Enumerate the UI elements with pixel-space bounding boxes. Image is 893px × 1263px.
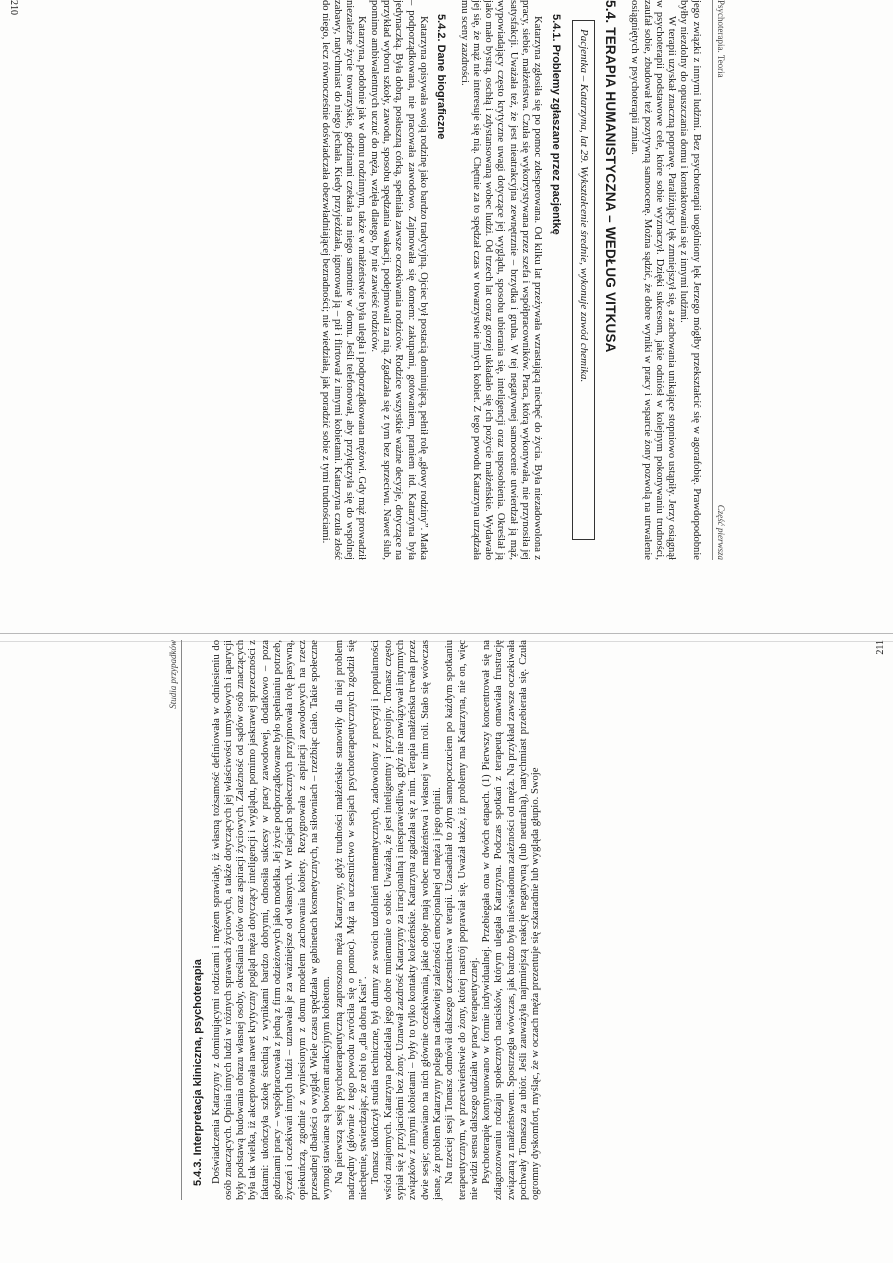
subsection-title: 5.4.2. Dane biograficzne [434, 14, 447, 140]
page-number: 210 [7, 0, 19, 15]
header-part: Część pierwsza [715, 504, 726, 560]
subsection-title: 5.4.1. Problemy zgłaszane przez pacjentkę [549, 14, 562, 235]
patient-info-box: Pacjentka – Katarzyna, lat 29. Wykształcenie średnie, wykonuje zawód chemika. [571, 20, 594, 540]
paragraph: Na pierwszą sesję psychoterapeutyczną zaproszono męża Katarzyny, gdyż trudności małżeńskie stanowiły dla niej problem nadrzędny (głównie z tego powodu zwróciła się o pomoc). Mąż na uczestnictwo w sesjach psychoterapeutycznych zgodził się niechętnie, stwierdzając, że robi to „dla dobra Kasi”. [333, 640, 369, 1200]
subsection-title: 5.4.3. Interpretacja kliniczna, psychoterapia [191, 959, 204, 1186]
paragraph: Katarzyna opisywała swoją rodzinę jako bardzo tradycyjną. Ojciec był postacią dominującą, pełnił rolę „głowy rodziny”. Matka – podporządkowana, nie pracowała zawodowo. Zajmowała się domem: zakupami, gotowaniem, praniem itd. Katarzyna była jedynaczką. Była dobrą, posłuszną córką, spełniała zawsze oczekiwania rodziców. Rodzice wszystkie ważne decyzje, dotyczące na przykład wyboru szkoły, zawodu, sposobu spędzania wakacji, podejmowali za nią. Zgadzała się z tym bez sprzeciwu. Nawet ślub, pomimo ambiwalentnych uczuć do męża, wzięła dlatego, by nie zawieść rodziców. [368, 0, 429, 560]
section-title: 5.4. TERAPIA HUMANISTYCZNA – WEDŁUG VITKUSA [602, 0, 618, 353]
book-page-210 [7, 0, 727, 560]
page-number: 211 [874, 640, 886, 655]
running-header [167, 640, 182, 1200]
paragraph: Psychoterapię kontynuowano w formie indywidualnej. Przebiegała ona w dwóch etapach. (1) Pierwszy koncentrował się na zdiagnozowaniu rodzaju społecznych nacisków, którym ulegała Katarzyna. Podczas spotkań z terapeutą omawiała frustrację związaną z małżeństwem. Spostrzegła wówczas, jak bardzo była nieświadoma zależności od męża. Na przykład zawsze oczekiwała pochwały Tomasza za ubiór. Jeśli zauważyła najmniejszą reakcję negatywną (lub neutralną), natychmiast przebierała się. Czuła ogromny dyskomfort, myśląc, że w oczach męża prezentuje się szkaradnie lub wygląda głupio. Swoje [480, 640, 541, 1200]
page-divider [0, 633, 893, 634]
paragraph: Katarzyna, podobnie jak w domu rodzinnym, także w małżeństwie była uległa i podporządkowana mężowi. Gdy mąż prowadził niezależne życie towarzyskie, godzinami czekała na niego samotnie w domu. Jeśli telefonował, aby przyłączyła się do wspólnej zabawy, natychmiast do niego jechała. Kiedy przyjeżdżała, ignorował ją – pił i flirtował z innymi kobietami. Katarzyna czuła złość do niego, lecz równocześnie doświadczała obezwładniającej bezradności; nie wiedziała, jak poradzić sobie z tymi trudnościami. [319, 0, 367, 560]
paragraph: Na trzeciej sesji Tomasz odmówił dalszego uczestnictwa w terapii. Uzasadniał to złym samopoczuciem po każdym spotkaniu terapeutycznym, w przeciwieństwie do żony, której nastrój poprawiał się. Uważał także, iż problemy ma Katarzyna, nie on, więc nie widzi sensu dalszego udziału w pracy terapeutycznej. [443, 640, 480, 1200]
paragraph: Tomasz ukończył studia techniczne, był dumny ze swoich uzdolnień matematycznych, zadowolony z precyzji i popularności wśród znajomych. Katarzyna podzielała jego dobre mniemanie o sobie. Uważała, że jest inteligentny i przystojny. Tomasz często sypiał się z przyjaciółmi bez żony. Uznawał zazdrość Katarzyny za irracjonalną i niesprawiedliwą, gdyż nie nawiązywał intymnych związków z innymi kobietami – były to tylko kontakty koleżeńskie. Katarzyna zgadzała się z nim. Terapia małżeńska trwała przez dwie sesje; omawiano na nich głównie oczekiwania, jakie oboje mają wobec małżeństwa i własnej w nim roli. Stało się wówczas jasne, że problem Katarzyny polega na całkowitej zależności emocjonalnej od męża i jego opinii. [369, 640, 443, 1200]
book-page-211 [167, 640, 887, 1200]
header-part: Studia przypadków [167, 640, 178, 709]
paragraph: W terapii uzyskał znaczną poprawę. Paraliżujący lęk zmniejszył się, a zachowania unikające stopniowo ustąpiły. Jerzy osiągnął w psychoterapii podstawowe cele, które sobie wyznaczył. Dzięki sukcesom, jakie odniósł w kolejnym pokonywaniu trudności, zaufał sobie, zbudował też pozytywną samoocenę. Można sądzić, że dobre wyniki w pracy i wsparcie żony pozwolą na utrwalenie osiągniętych w psychoterapii zmian. [628, 0, 677, 560]
running-header [711, 0, 726, 560]
paragraph: jego związki z innymi ludźmi. Bez psychoterapii uogólniony lęk Jerzego mógłby przekształcić się w agorafobię. Prawdopodobnie byłby niezdolny do opuszczania domu i kontaktowania się z innymi ludźmi. [677, 0, 702, 560]
header-book-title: Psychoterapia. Teoria [715, 0, 726, 78]
paragraph: Doświadczenia Katarzyny z dominującymi rodzicami i mężem sprawiały, iż własną tożsamość definiowała w odniesieniu do osób znaczących. Opinia innych ludzi w różnych sprawach życiowych, a także dotyczących jej właściwości umysłowych i aparycji były podstawą budowania obrazu własnej osoby, określania celów oraz aspiracji życiowych. Zależność od sądów osób znaczących była tak wielka, iż akceptowała nawet krytyczny pogląd męża dotyczący inteligencji i wyglądu, pomimo jaskrawej sprzeczności z faktami: ukończyła szkołę średnią z wynikami bardzo dobrymi, odnosiła sukcesy w pracy zawodowej, dodatkowo – poza godzinami pracy – współpracowała z jedną z firm odzieżowych jako modelka. Jej życie podporządkowane było spełnianiu potrzeb, życzeń i oczekiwań innych ludzi – uznawała je za ważniejsze od własnych. W relacjach społecznych przyjmowała rolę pasywną, opiekuńczą, zgodnie z wyniesionym z domu modelem zachowania kobiety. Rezygnowała z aspiracji zawodowych na rzecz przesadnej dbałości o wygląd. Wiele czasu spędzała w gabinetach kosmetycznych, na siłowniach – rzeźbiąc ciało. Takie społeczne wymogi stawiane są bowiem atrakcyjnym kobietom. [210, 640, 332, 1200]
paragraph: Katarzyna zgłosiła się po pomoc zdesperowana. Od kilku lat przeżywała wzrastającą niechęć do życia. Była niezadowolona z pracy, siebie, małżeństwa. Czuła się wykorzystywana przez szefa i współpracowników. Praca, którą wykonywała, nie przynosiła jej satysfakcji. Uważała też, że jest nieatrakcyjna zewnętrznie – brzydka i gruba. W tej negatywnej samoocenie utwierdzał ją mąż, wypowiadający często krytyczne uwagi dotyczące jej wyglądu, sposobu ubierania się, inteligencji oraz usposobienia. Określał ją jako mało bystrą, oschłą i zdystansowaną wobec ludzi. Od trzech lat coraz gorzej układało się ich pożycie małżeńskie. Wydawało jej się, że mąż nie interesuje się nią. Chętnie za to spędzał czas w towarzystwie innych kobiet. Z tego powodu Katarzyna urządzała mu sceny zazdrości. [458, 0, 543, 560]
